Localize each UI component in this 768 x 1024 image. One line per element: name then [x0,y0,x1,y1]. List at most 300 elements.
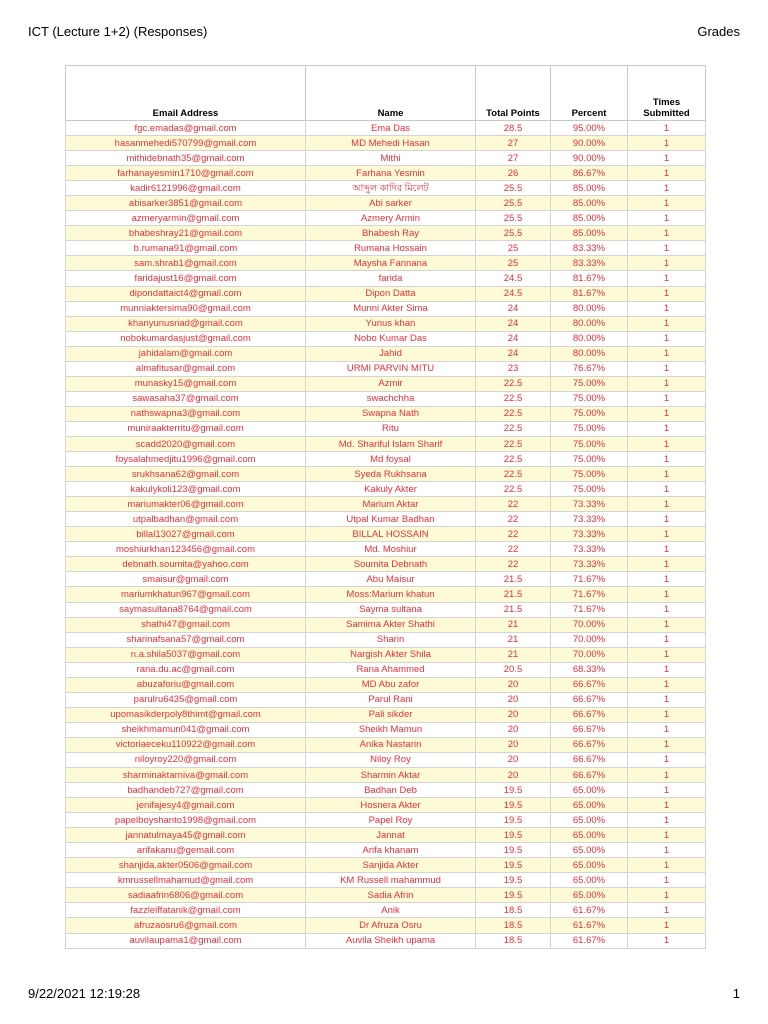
percent-cell: 71.67% [551,572,628,587]
name-cell: Ritu [306,421,476,436]
table-row [66,286,706,301]
times-submitted-cell: 1 [628,226,706,241]
name-cell: Badhan Deb [306,783,476,798]
email-cell: munniaktersima90@gmail.com [66,301,306,316]
email-cell: parulru6435@gmail.com [66,692,306,707]
total-points-cell: 24.5 [476,271,551,286]
times-submitted-cell: 1 [628,557,706,572]
percent-cell: 75.00% [551,482,628,497]
table-row [66,542,706,557]
email-cell: jannatulmaya45@gmail.com [66,828,306,843]
percent-cell: 61.67% [551,918,628,933]
percent-cell: 65.00% [551,873,628,888]
grades-table [65,65,706,949]
total-points-cell: 24 [476,331,551,346]
times-submitted-cell: 1 [628,632,706,647]
table-row [66,361,706,376]
name-cell: Sharin [306,632,476,647]
table-row [66,436,706,451]
name-cell: Farhana Yesmin [306,166,476,181]
name-cell: আব্দুল কাদির মিলেট [306,181,476,196]
times-submitted-cell: 1 [628,196,706,211]
percent-cell: 70.00% [551,617,628,632]
email-cell: auvilaupama1@gmail.com [66,933,306,948]
percent-cell: 65.00% [551,843,628,858]
percent-cell: 85.00% [551,211,628,226]
total-points-cell: 19.5 [476,888,551,903]
name-cell: Anik [306,903,476,918]
percent-cell: 80.00% [551,346,628,361]
times-submitted-cell: 1 [628,151,706,166]
total-points-cell: 19.5 [476,783,551,798]
name-cell: Nargish Akter Shila [306,647,476,662]
percent-cell: 86.67% [551,166,628,181]
total-points-cell: 22.5 [476,406,551,421]
times-submitted-cell: 1 [628,587,706,602]
name-cell: Md. Shariful Islam Sharif [306,436,476,451]
times-submitted-cell: 1 [628,241,706,256]
percent-cell: 75.00% [551,391,628,406]
email-cell: niloyroy220@gmail.com [66,752,306,767]
table-row [66,903,706,918]
times-submitted-cell: 1 [628,602,706,617]
percent-cell: 90.00% [551,151,628,166]
times-submitted-cell: 1 [628,421,706,436]
total-points-cell: 25.5 [476,196,551,211]
times-submitted-cell: 1 [628,211,706,226]
email-cell: rana.du.ac@gmail.com [66,662,306,677]
percent-cell: 81.67% [551,286,628,301]
table-row [66,181,706,196]
total-points-cell: 21.5 [476,572,551,587]
total-points-cell: 20 [476,677,551,692]
times-submitted-cell: 1 [628,391,706,406]
times-submitted-cell: 1 [628,452,706,467]
percent-cell: 66.67% [551,752,628,767]
name-cell: Parul Rani [306,692,476,707]
times-submitted-cell: 1 [628,136,706,151]
email-cell: upomasikderpoly8thimt@gmail.com [66,707,306,722]
name-cell: Samima Akter Shathi [306,617,476,632]
percent-cell: 83.33% [551,256,628,271]
table-row [66,301,706,316]
times-submitted-cell: 1 [628,181,706,196]
table-row [66,226,706,241]
email-cell: fazzleiffatanik@gmail.com [66,903,306,918]
percent-cell: 71.67% [551,602,628,617]
table-row [66,527,706,542]
email-cell: faridajust16@gmail.com [66,271,306,286]
total-points-cell: 22.5 [476,467,551,482]
email-cell: jenifajesy4@gmail.com [66,798,306,813]
email-cell: mariumakter06@gmail.com [66,497,306,512]
times-submitted-cell: 1 [628,783,706,798]
times-submitted-cell: 1 [628,301,706,316]
times-submitted-cell: 1 [628,888,706,903]
table-row [66,421,706,436]
times-submitted-cell: 1 [628,482,706,497]
table-row [66,813,706,828]
email-cell: moshiurkhan123456@gmail.com [66,542,306,557]
table-row [66,482,706,497]
times-submitted-cell: 1 [628,512,706,527]
percent-cell: 80.00% [551,331,628,346]
total-points-cell: 22 [476,527,551,542]
email-cell: kadir6121996@gmail.com [66,181,306,196]
email-cell: billal13027@gmail.com [66,527,306,542]
percent-cell: 65.00% [551,798,628,813]
percent-cell: 66.67% [551,722,628,737]
email-cell: b.rumana91@gmail.com [66,241,306,256]
total-points-cell: 22.5 [476,452,551,467]
name-cell: Hosnera Akter [306,798,476,813]
table-row [66,376,706,391]
times-submitted-cell: 1 [628,406,706,421]
percent-cell: 65.00% [551,813,628,828]
percent-cell: 65.00% [551,828,628,843]
percent-cell: 76.67% [551,361,628,376]
email-cell: farhanayesmin1710@gmail.com [66,166,306,181]
times-submitted-cell: 1 [628,286,706,301]
total-points-cell: 22 [476,557,551,572]
total-points-cell: 25.5 [476,181,551,196]
times-submitted-cell: 1 [628,722,706,737]
page-number: 1 [732,986,740,1001]
email-cell: mithidebnath35@gmail.com [66,151,306,166]
name-cell: Rana Ahammed [306,662,476,677]
table-row [66,136,706,151]
email-cell: victoriaeceku110922@gmail.com [66,737,306,752]
email-cell: nathswapna3@gmail.com [66,406,306,421]
column-header-times-submitted: Times Submitted [628,66,706,121]
name-cell: KM Russell mahammud [306,873,476,888]
times-submitted-cell: 1 [628,768,706,783]
percent-cell: 73.33% [551,542,628,557]
email-cell: sheikhmamun041@gmail.com [66,722,306,737]
times-submitted-cell: 1 [628,662,706,677]
name-cell: Sayma sultana [306,602,476,617]
times-submitted-cell: 1 [628,316,706,331]
email-cell: kakulykoli123@gmail.com [66,482,306,497]
total-points-cell: 20 [476,722,551,737]
table-row [66,256,706,271]
email-cell: almafitusar@gmail.com [66,361,306,376]
percent-cell: 66.67% [551,707,628,722]
name-cell: URMI PARVIN MITU [306,361,476,376]
times-submitted-cell: 1 [628,467,706,482]
name-cell: Auvila Sheikh upama [306,933,476,948]
total-points-cell: 27 [476,136,551,151]
name-cell: Dipon Datta [306,286,476,301]
name-cell: Sharmin Aktar [306,768,476,783]
name-cell: Soumita Debnath [306,557,476,572]
times-submitted-cell: 1 [628,692,706,707]
email-cell: mariumkhatun967@gmail.com [66,587,306,602]
name-cell: BILLAL HOSSAIN [306,527,476,542]
email-cell: debnath.soumita@yahoo.com [66,557,306,572]
name-cell: Yunus khan [306,316,476,331]
email-cell: azmeryarmin@gmail.com [66,211,306,226]
table-row [66,512,706,527]
table-row [66,798,706,813]
table-row [66,467,706,482]
percent-cell: 71.67% [551,587,628,602]
email-cell: abisarker3851@gmail.com [66,196,306,211]
times-submitted-cell: 1 [628,933,706,948]
percent-cell: 75.00% [551,376,628,391]
total-points-cell: 20 [476,752,551,767]
email-cell: sharminaktarniva@gmail.com [66,768,306,783]
sheet-name: Grades [697,24,740,39]
total-points-cell: 25 [476,256,551,271]
email-cell: sam.shrab1@gmail.com [66,256,306,271]
table-row [66,707,706,722]
name-cell: Jahid [306,346,476,361]
percent-cell: 75.00% [551,421,628,436]
percent-cell: 75.00% [551,436,628,451]
email-cell: sharinafsana57@gmail.com [66,632,306,647]
table-row [66,632,706,647]
table-row [66,933,706,948]
name-cell: Pali sikder [306,707,476,722]
column-header-total-points: Total Points [476,66,551,121]
total-points-cell: 24 [476,316,551,331]
name-cell: Bhabesh Ray [306,226,476,241]
percent-cell: 61.67% [551,903,628,918]
table-row [66,271,706,286]
percent-cell: 85.00% [551,196,628,211]
email-cell: munasky15@gmail.com [66,376,306,391]
name-cell: Dr Afruza Osru [306,918,476,933]
email-cell: papelboyshanto1998@gmail.com [66,813,306,828]
total-points-cell: 20 [476,707,551,722]
times-submitted-cell: 1 [628,361,706,376]
email-cell: arifakanu@gemail.com [66,843,306,858]
table-row [66,617,706,632]
email-cell: utpalbadhan@gmail.com [66,512,306,527]
total-points-cell: 22 [476,497,551,512]
table-row [66,873,706,888]
percent-cell: 65.00% [551,888,628,903]
email-cell: jahidalam@gmail.com [66,346,306,361]
total-points-cell: 19.5 [476,873,551,888]
times-submitted-cell: 1 [628,843,706,858]
email-cell: saymasultana8764@gmail.com [66,602,306,617]
percent-cell: 73.33% [551,512,628,527]
email-cell: abuzaforiu@gmail.com [66,677,306,692]
times-submitted-cell: 1 [628,331,706,346]
name-cell: Nobo Kumar Das [306,331,476,346]
name-cell: farida [306,271,476,286]
total-points-cell: 19.5 [476,828,551,843]
times-submitted-cell: 1 [628,497,706,512]
total-points-cell: 26 [476,166,551,181]
name-cell: Azmery Armin [306,211,476,226]
table-row [66,737,706,752]
percent-cell: 66.67% [551,692,628,707]
table-row [66,452,706,467]
total-points-cell: 18.5 [476,918,551,933]
percent-cell: 66.67% [551,737,628,752]
times-submitted-cell: 1 [628,647,706,662]
total-points-cell: 21 [476,617,551,632]
name-cell: Md foysal [306,452,476,467]
total-points-cell: 22.5 [476,391,551,406]
table-row [66,662,706,677]
times-submitted-cell: 1 [628,873,706,888]
total-points-cell: 24 [476,301,551,316]
name-cell: Anika Nastarin [306,737,476,752]
column-header-percent: Percent [551,66,628,121]
total-points-cell: 20 [476,737,551,752]
column-header-email: Email Address [66,66,306,121]
email-cell: afruzaosru6@gmail.com [66,918,306,933]
percent-cell: 80.00% [551,301,628,316]
total-points-cell: 22 [476,512,551,527]
total-points-cell: 22.5 [476,482,551,497]
total-points-cell: 24.5 [476,286,551,301]
percent-cell: 66.67% [551,677,628,692]
column-header-name: Name [306,66,476,121]
table-row [66,918,706,933]
total-points-cell: 20 [476,768,551,783]
total-points-cell: 18.5 [476,933,551,948]
times-submitted-cell: 1 [628,271,706,286]
name-cell: Arifa khanam [306,843,476,858]
email-cell: hasanmehedi570799@gmail.com [66,136,306,151]
email-cell: nobokumardasjust@gmail.com [66,331,306,346]
total-points-cell: 18.5 [476,903,551,918]
percent-cell: 61.67% [551,933,628,948]
percent-cell: 81.67% [551,271,628,286]
times-submitted-cell: 1 [628,918,706,933]
times-submitted-cell: 1 [628,677,706,692]
table-row [66,752,706,767]
name-cell: Sanjida Akter [306,858,476,873]
table-row [66,346,706,361]
name-cell: Utpal Kumar Badhan [306,512,476,527]
times-submitted-cell: 1 [628,737,706,752]
table-row [66,647,706,662]
total-points-cell: 22.5 [476,421,551,436]
email-cell: dipondattaict4@gmail.com [66,286,306,301]
table-row [66,888,706,903]
times-submitted-cell: 1 [628,121,706,136]
table-row [66,602,706,617]
email-cell: sadiaafrin6806@gmail.com [66,888,306,903]
total-points-cell: 20 [476,692,551,707]
table-row [66,858,706,873]
page-header [28,24,740,44]
table-row [66,783,706,798]
name-cell: Syeda Rukhsana [306,467,476,482]
times-submitted-cell: 1 [628,572,706,587]
percent-cell: 70.00% [551,632,628,647]
table-row [66,391,706,406]
percent-cell: 80.00% [551,316,628,331]
name-cell: Papel Roy [306,813,476,828]
times-submitted-cell: 1 [628,903,706,918]
times-submitted-cell: 1 [628,752,706,767]
percent-cell: 95.00% [551,121,628,136]
email-cell: shathi47@gmail.com [66,617,306,632]
total-points-cell: 23 [476,361,551,376]
name-cell: Rumana Hossain [306,241,476,256]
name-cell: swachchha [306,391,476,406]
percent-cell: 73.33% [551,497,628,512]
email-cell: khanyunusriad@gmail.com [66,316,306,331]
table-row [66,828,706,843]
total-points-cell: 25.5 [476,211,551,226]
total-points-cell: 25.5 [476,226,551,241]
name-cell: Moss:Marium khatun [306,587,476,602]
times-submitted-cell: 1 [628,256,706,271]
total-points-cell: 21 [476,647,551,662]
percent-cell: 73.33% [551,557,628,572]
name-cell: MD Abu zafor [306,677,476,692]
times-submitted-cell: 1 [628,346,706,361]
name-cell: Sadia Afrin [306,888,476,903]
name-cell: Md. Moshiur [306,542,476,557]
times-submitted-cell: 1 [628,542,706,557]
total-points-cell: 20.5 [476,662,551,677]
total-points-cell: 19.5 [476,798,551,813]
table-row [66,211,706,226]
table-row [66,151,706,166]
name-cell: Swapna Nath [306,406,476,421]
table-row [66,722,706,737]
table-row [66,331,706,346]
total-points-cell: 21.5 [476,587,551,602]
total-points-cell: 27 [476,151,551,166]
total-points-cell: 19.5 [476,813,551,828]
page-footer [28,986,740,1006]
table-row [66,166,706,181]
email-cell: srukhsana62@gmail.com [66,467,306,482]
total-points-cell: 25 [476,241,551,256]
total-points-cell: 19.5 [476,858,551,873]
email-cell: muniraakterritu@gmail.com [66,421,306,436]
table-row [66,497,706,512]
percent-cell: 68.33% [551,662,628,677]
percent-cell: 65.00% [551,858,628,873]
times-submitted-cell: 1 [628,813,706,828]
times-submitted-cell: 1 [628,436,706,451]
table-row [66,316,706,331]
times-submitted-cell: 1 [628,166,706,181]
name-cell: Abu Maisur [306,572,476,587]
print-timestamp: 9/22/2021 12:19:28 [28,986,141,1001]
times-submitted-cell: 1 [628,376,706,391]
percent-cell: 65.00% [551,783,628,798]
percent-cell: 75.00% [551,406,628,421]
percent-cell: 85.00% [551,226,628,241]
percent-cell: 75.00% [551,467,628,482]
total-points-cell: 21 [476,632,551,647]
times-submitted-cell: 1 [628,858,706,873]
percent-cell: 83.33% [551,241,628,256]
times-submitted-cell: 1 [628,798,706,813]
table-row [66,196,706,211]
table-body [66,121,706,949]
table-header-row [66,66,706,121]
document-title: ICT (Lecture 1+2) (Responses) [28,24,208,39]
table-row [66,677,706,692]
total-points-cell: 24 [476,346,551,361]
name-cell: Marium Aktar [306,497,476,512]
table-row [66,121,706,136]
table-row [66,587,706,602]
